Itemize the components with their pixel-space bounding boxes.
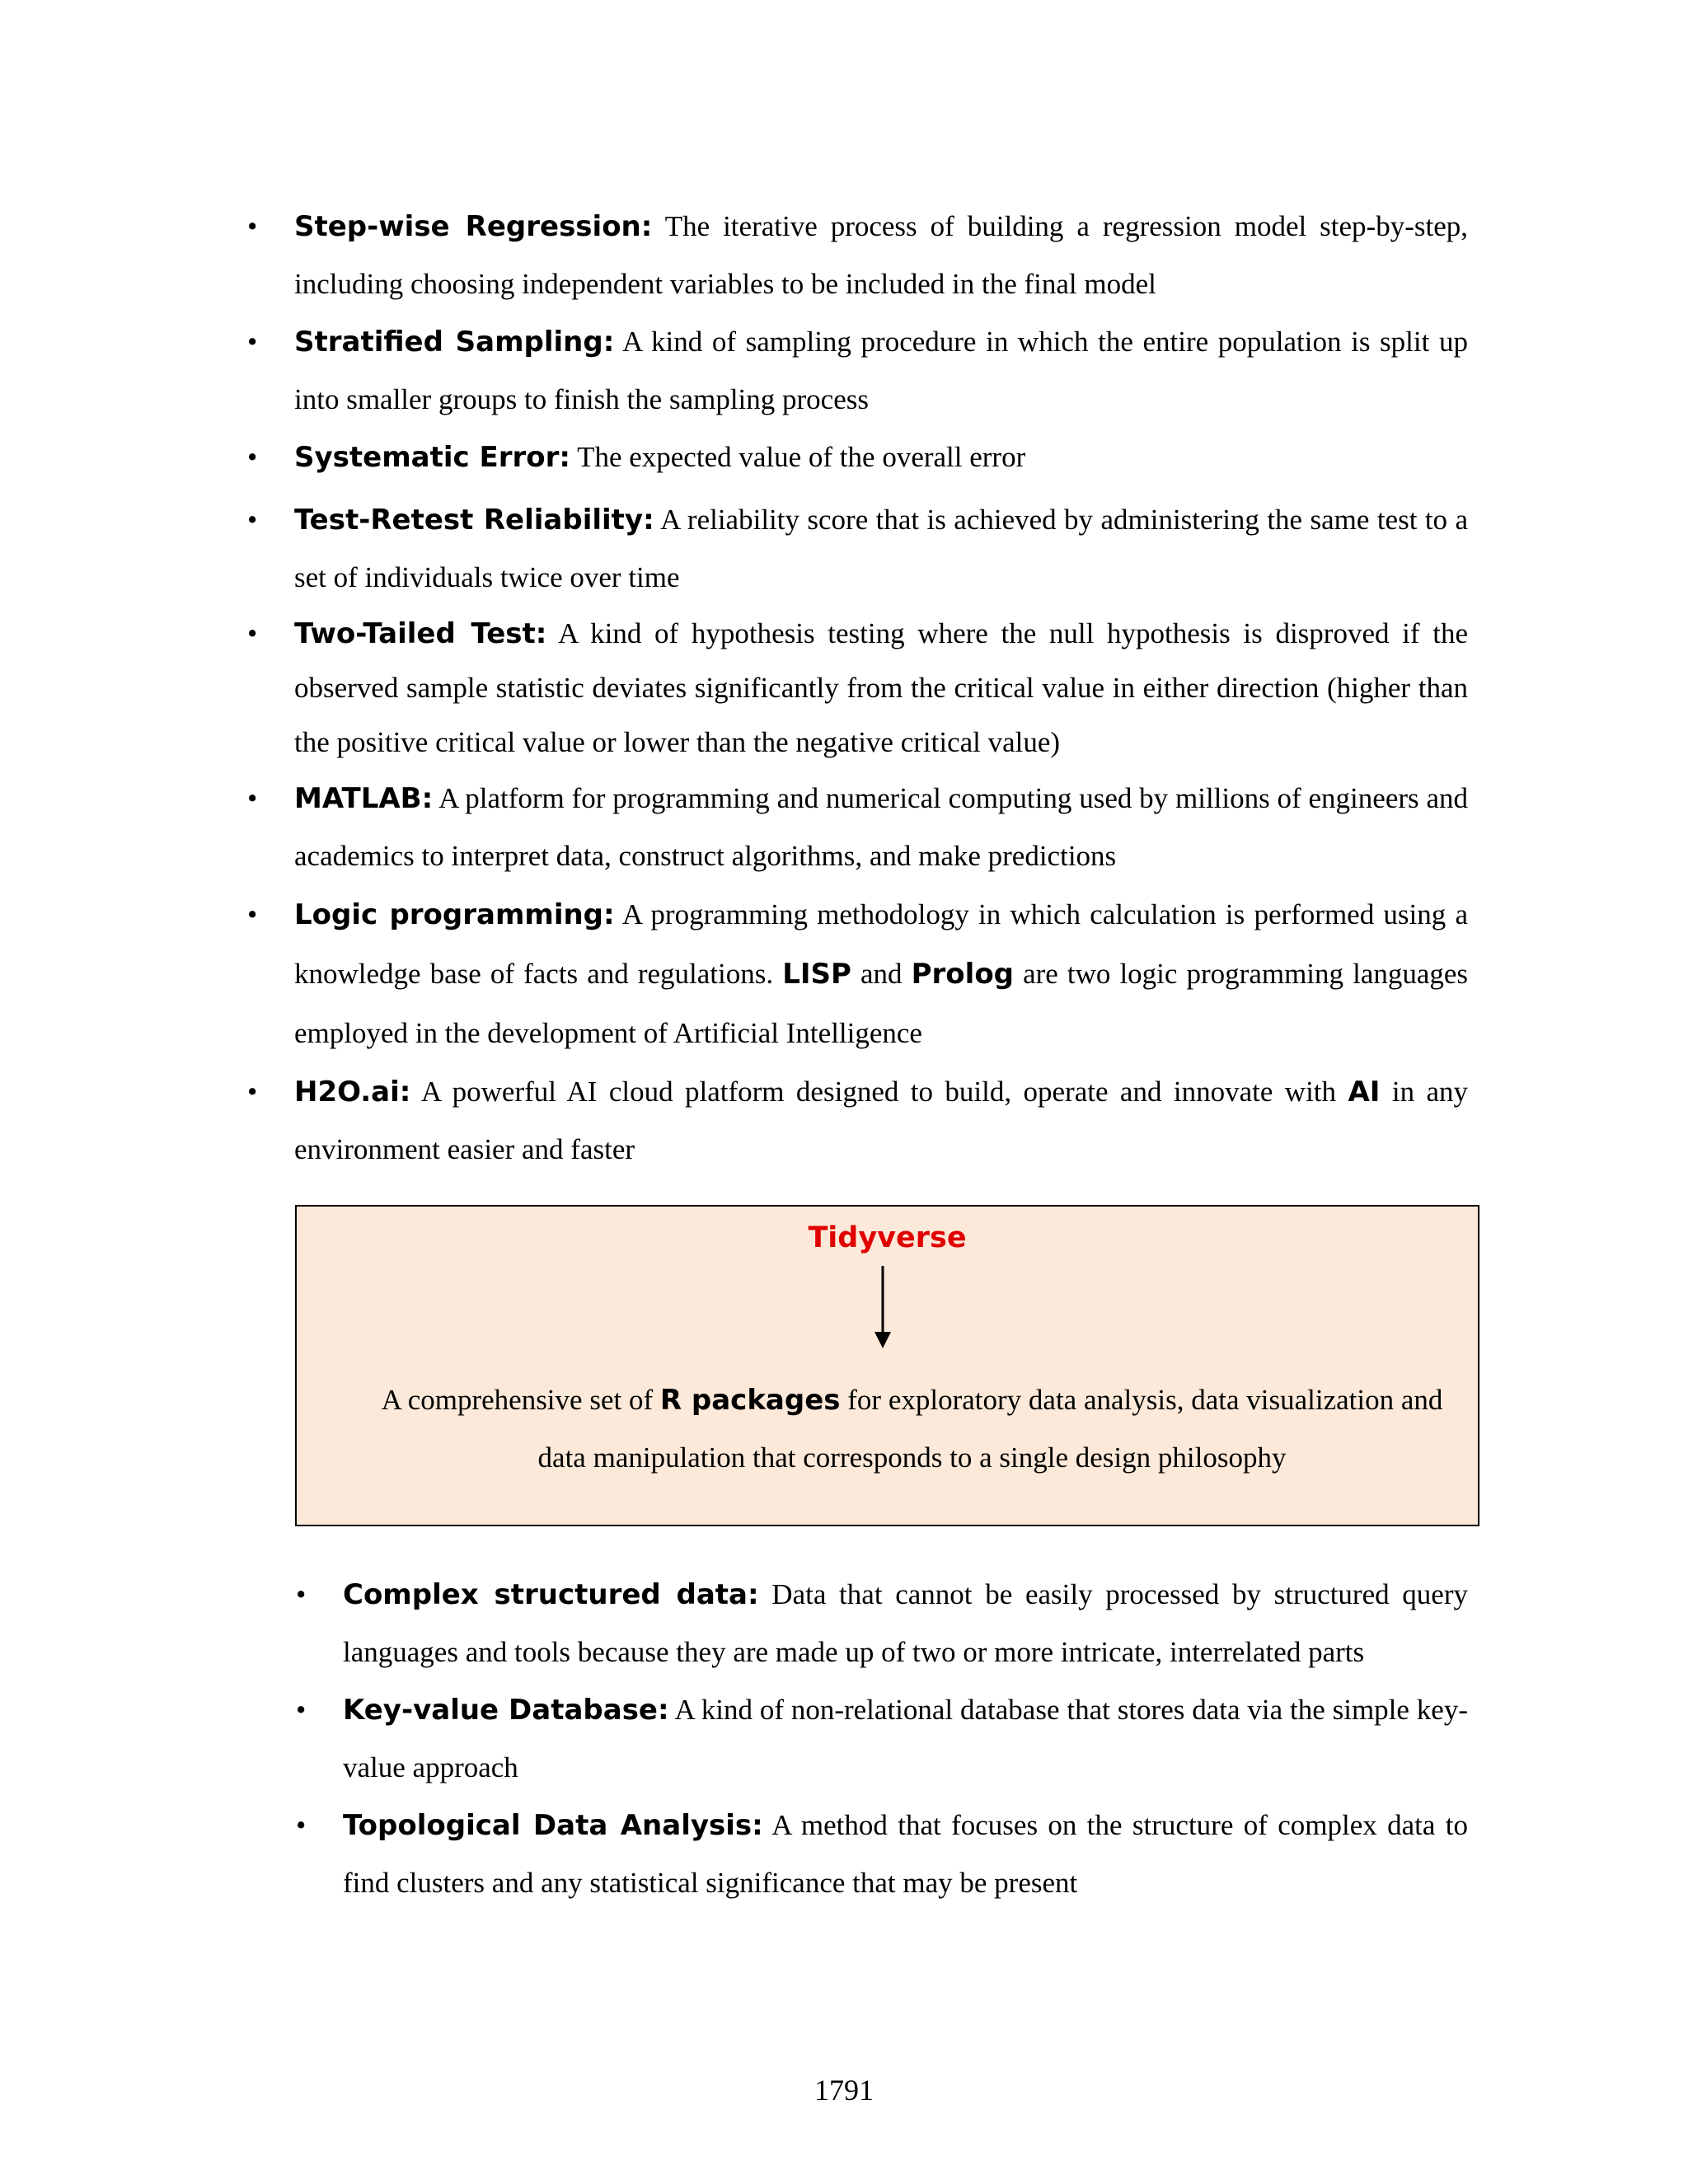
bullet: •	[296, 1578, 307, 1610]
glossary-item-systematic-error	[247, 429, 1468, 486]
glossary-term: MATLAB:	[294, 782, 434, 815]
glossary-definition: The iterative process of building a regression model step-by-step, including choosing independent variables to be included in the final model	[294, 210, 1468, 300]
bullet: •	[247, 898, 258, 930]
bullet: •	[247, 782, 258, 814]
callout-text-start: A comprehensive set of	[381, 1384, 654, 1416]
page-number: 1791	[814, 2074, 874, 2107]
glossary-term: Systematic Error:	[294, 441, 570, 474]
glossary-term: H2O.ai:	[294, 1076, 411, 1108]
bullet: •	[247, 504, 258, 536]
glossary-definition: Data that cannot be easily processed by structured query languages and tools because they are made up of two or more intricate, interrelated parts	[343, 1578, 1468, 1668]
glossary-term: Test-Retest Reliability:	[294, 504, 654, 537]
glossary-item-matlab	[247, 770, 1468, 885]
glossary-term: Topological Data Analysis:	[343, 1809, 763, 1842]
keyword-lisp: LISP	[782, 958, 851, 991]
glossary-item-topological-data-analysis	[296, 1797, 1468, 1912]
bullet: •	[247, 210, 258, 242]
glossary-item-two-tailed-test	[247, 607, 1468, 770]
glossary-item-logic-programming	[247, 885, 1469, 1063]
bullet: •	[296, 1694, 307, 1726]
glossary-term: Key-value Database:	[343, 1694, 669, 1727]
bullet: •	[296, 1809, 307, 1841]
glossary-definition: A kind of sampling procedure in which the entire population is split up into smaller groups to finish the sampling process	[294, 326, 1468, 415]
glossary-term: Logic programming:	[294, 898, 615, 931]
bullet: •	[247, 617, 258, 649]
glossary-definition: A method that focuses on the structure of complex data to find clusters and any statistical significance that may be present	[343, 1809, 1468, 1899]
callout-title: Tidyverse	[808, 1221, 967, 1254]
glossary-item-h2o-ai	[247, 1063, 1469, 1179]
keyword-r-packages: R packages	[659, 1384, 841, 1417]
glossary-definition: The expected value of the overall error	[577, 441, 1026, 473]
glossary-item-test-retest-reliability	[247, 491, 1468, 607]
glossary-definition: A kind of hypothesis testing where the null hypothesis is disproved if the observed sample statistic deviates significantly from the critical value in either direction (higher than the positive critical value or lower than the negative critical value)	[294, 617, 1468, 758]
tidyverse-callout-box	[295, 1205, 1479, 1526]
keyword-ai: AI	[1348, 1076, 1381, 1108]
glossary-item-stratified-sampling	[247, 313, 1468, 429]
glossary-item-key-value-database	[296, 1681, 1468, 1797]
glossary-term: Complex structured data:	[343, 1578, 759, 1611]
glossary-definition-continued: are two logic programming languages employed in the development of Artificial Intelligence	[294, 958, 1469, 1049]
callout-text-end: for exploratory data analysis, data visualization and data manipulation that corresponds to a single design philosophy	[537, 1384, 1443, 1474]
glossary-list-top	[247, 198, 1469, 1179]
glossary-definition: A kind of non-relational database that stores data via the simple key-value approach	[343, 1694, 1468, 1783]
bullet: •	[247, 441, 258, 473]
glossary-term: Step-wise Regression:	[294, 210, 653, 243]
glossary-definition: A reliability score that is achieved by administering the same test to a set of individuals twice over time	[294, 504, 1468, 593]
bullet: •	[247, 1076, 258, 1108]
bullet: •	[247, 326, 258, 358]
glossary-definition: A programming methodology in which calculation is performed using a knowledge base of facts and regulations.	[294, 898, 1468, 990]
glossary-definition-connector: and	[860, 958, 903, 990]
glossary-definition: A platform for programming and numerical computing used by millions of engineers and academics to interpret data, construct algorithms, and make predictions	[294, 782, 1468, 872]
callout-definition	[379, 1371, 1445, 1487]
glossary-term: Stratified Sampling:	[294, 326, 615, 359]
glossary-definition: A powerful AI cloud platform designed to build, operate and innovate with	[420, 1076, 1337, 1108]
glossary-term: Two-Tailed Test:	[294, 617, 547, 650]
glossary-item-step-wise-regression	[247, 198, 1468, 313]
keyword-prolog: Prolog	[911, 958, 1015, 991]
glossary-definition-continued: in any environment easier and faster	[294, 1076, 1469, 1165]
down-arrow-icon	[871, 1266, 894, 1348]
glossary-item-complex-structured-data	[296, 1566, 1468, 1681]
glossary-list-bottom	[296, 1566, 1468, 1912]
